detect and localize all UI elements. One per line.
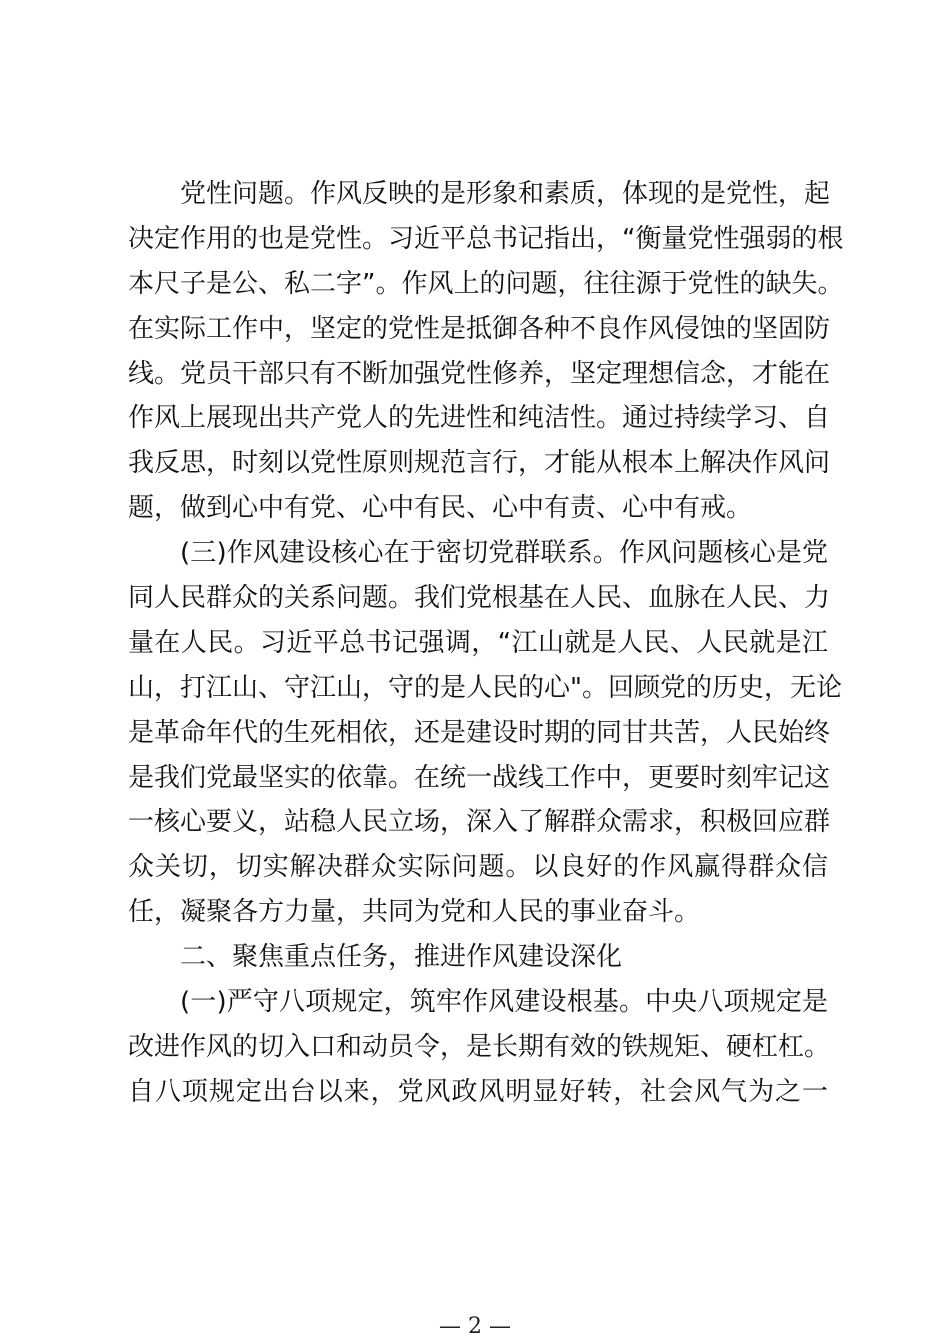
text-line: (一)严守八项规定，筑牢作风建设根基。中央八项规定是: [180, 987, 828, 1018]
body-text: [128, 172, 844, 1115]
text-line: 同人民群众的关系问题。我们党根基在人民、血脉在人民、力: [128, 583, 831, 614]
text-line: 山，打江山、守江山，守的是人民的心"。回顾党的历史，无论: [128, 672, 842, 703]
text-line: 改进作风的切入口和动员令，是长期有效的铁规矩、硬杠杠。: [128, 1031, 831, 1062]
text-line: 任，凝聚各方力量，共同为党和人民的事业奋斗。: [128, 897, 701, 928]
text-line: 在实际工作中，坚定的党性是抵御各种不良作风侵蚀的坚固防: [128, 313, 831, 344]
text-line: 是我们党最坚实的依靠。在统一战线工作中，更要时刻牢记这: [128, 762, 831, 793]
text-line: 众关切，切实解决群众实际问题。以良好的作风赢得群众信: [128, 852, 828, 883]
text-line: 自八项规定出台以来，党风政风明显好转，社会风气为之一: [128, 1076, 828, 1107]
text-line: 题，做到心中有党、心中有民、心中有责、心中有戒。: [128, 493, 753, 524]
text-line: 线。党员干部只有不断加强党性修养，坚定理想信念，才能在: [128, 358, 831, 389]
text-line: 一核心要义，站稳人民立场，深入了解群众需求，积极回应群: [128, 807, 831, 838]
page-number: — 2 —: [439, 1314, 511, 1339]
text-line: 是革命年代的生死相依，还是建设时期的同甘共苦，人民始终: [128, 717, 831, 748]
text-line: 量在人民。习近平总书记强调，“江山就是人民、人民就是江: [128, 627, 828, 658]
text-line: 我反思，时刻以党性原则规范言行，才能从根本上解决作风问: [128, 448, 831, 479]
text-line: (三)作风建设核心在于密切党群联系。作风问题核心是党: [180, 538, 828, 569]
text-line: 作风上展现出共产党人的先进性和纯洁性。通过持续学习、自: [128, 403, 831, 434]
text-line: 决定作用的也是党性。习近平总书记指出，“衡量党性强弱的根: [128, 223, 844, 254]
text-line: 本尺子是公、私二字”。作风上的问题，往往源于党性的缺失。: [128, 268, 844, 299]
text-line: 党性问题。作风反映的是形象和素质，体现的是党性，起: [180, 179, 831, 209]
text-line: 二、聚焦重点任务，推进作风建设深化: [180, 942, 623, 973]
